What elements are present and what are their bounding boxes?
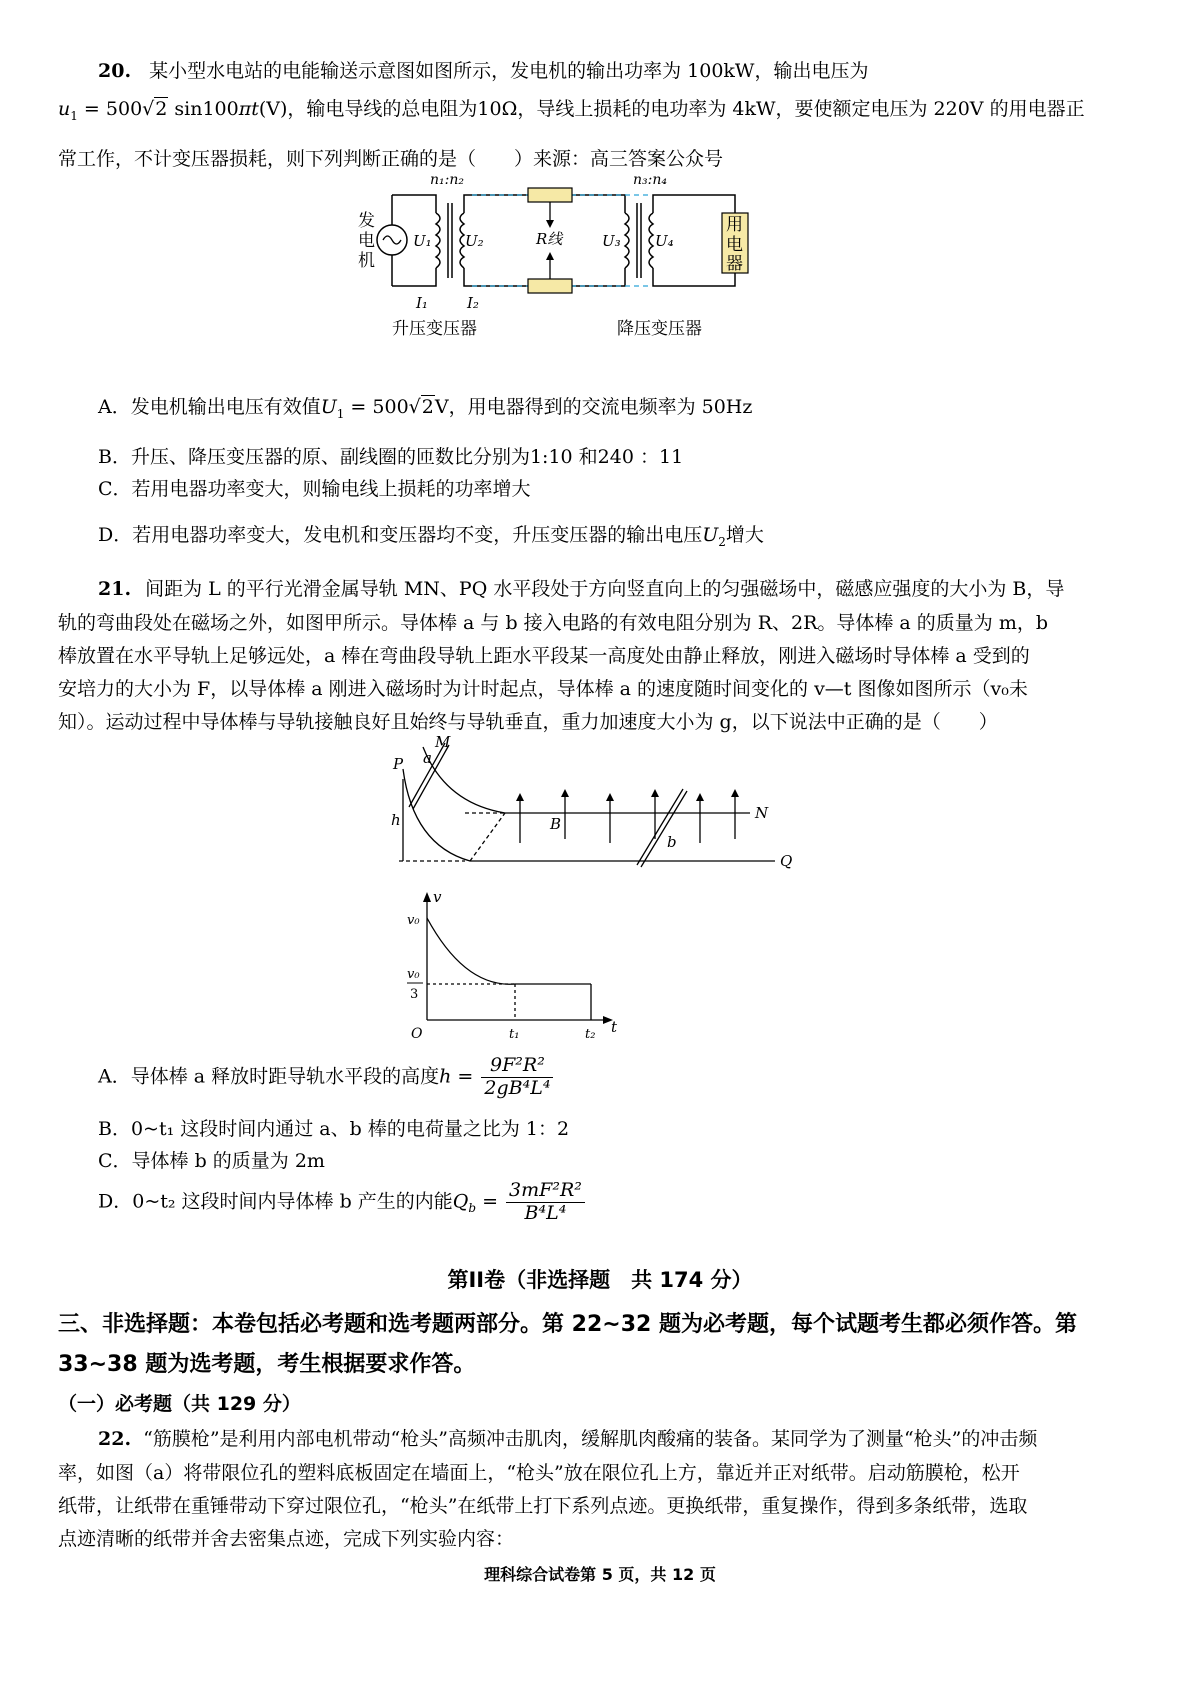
q22-line3: 纸带，让纸带在重锤带动下穿过限位孔，“枪头”在纸带上打下系列点迹。更换纸带，重复操作，得到多条纸带，选取 [58,1495,1028,1517]
label-U1: U₁ [413,232,432,250]
formula-sqrt: 2 [155,98,168,120]
label-I1: I₁ [416,294,428,312]
page-footer: 理科综合试卷第 5 页，共 12 页 [484,1565,716,1584]
q21-opt-a-text: A．导体棒 a 释放时距导轨水平段的高度 [98,1065,440,1088]
q21-opt-d-Q: Q [452,1190,469,1213]
section2-heading-2: 33~38 题为选考题，考生根据要求作答。 [58,1352,476,1377]
appliance-label-1: 用 [726,215,743,235]
label-a: a [423,749,432,767]
q21-option-a[interactable]: A．导体棒 a 释放时距导轨水平段的高度h = $\frac{\text{9F²R²}}{\text{2gB⁴L⁴}}$ [98,1055,555,1100]
q21-option-c[interactable]: C．导体棒 b 的质量为 2m [98,1150,325,1172]
q21-line2: 轨的弯曲段处在磁场之外，如图甲所示。导体棒 a 与 b 接入电路的有效电阻分别为 R、2R。导体棒 a 的质量为 m，b [58,612,1049,634]
formula-pit: πt [238,98,259,120]
q21-line5: 知）。运动过程中导体棒与导轨接触良好且始终与导轨垂直，重力加速度大小为 g，以下说法中正确的是（ ） [58,711,998,733]
label-b: b [667,833,677,851]
opt-a-rest: V，用电器得到的交流电频率为 50Hz [434,396,753,418]
q21-option-d[interactable]: D．0~t₂ 这段时间内导体棒 b 产生的内能$Q_b$ = $\frac{\text{3mF²R²}}{\text{B⁴L⁴}}$ [98,1180,587,1225]
opt-a-eq: = 500 [344,396,409,418]
label-U4: U₄ [655,232,674,250]
q21-option-b[interactable]: B．0~t₁ 这段时间内通过 a、b 棒的电荷量之比为 1：2 [98,1118,570,1140]
q20-option-b[interactable]: B．升压、降压变压器的原、副线圈的匝数比分别为1:10 和240 ：11 [98,446,684,468]
q21-opt-a-den: 2gB⁴L⁴ [484,1076,551,1099]
q21-line1 [98,578,1064,601]
gen-label-1: 发 [358,211,375,231]
q20-number: 20. [98,60,132,82]
opt-d-rest: 增大 [725,524,764,546]
label-N: N [755,804,769,822]
ratio-n1-n2: n₁:n₂ [430,172,464,188]
label-Q: Q [780,852,793,870]
q21-opt-d-text: D．0~t₂ 这段时间内导体棒 b 产生的内能 [98,1190,453,1213]
opt-d-U: U [702,524,719,546]
opt-d-text: D．若用电器功率变大，发电机和变压器均不变，升压变压器的输出电压 [98,524,703,546]
formula-unit: (V) [258,98,288,120]
q21-opt-a-num: 9F²R² [481,1055,553,1078]
q20-line3: 常工作，不计变压器损耗，则下列判断正确的是（ ）来源：高三答案公众号 [58,148,724,170]
step-up-label: 升压变压器 [392,319,477,339]
opt-a-sqrt: 2 [421,396,434,418]
appliance-label-2: 电 [726,235,743,255]
gen-label-3: 机 [358,251,375,271]
q21-line4: 安培力的大小为 F，以导体棒 a 刚进入磁场时为计时起点，导体棒 a 的速度随时间变化的 v—t 图像如图所示（v₀未 [58,678,1028,700]
tick-v0: v₀ [407,913,420,928]
tick-t1: t₁ [509,1027,520,1042]
label-P: P [393,755,404,773]
q22-line1 [98,1428,1037,1451]
label-h: h [391,811,401,829]
q21-figure-vt-graph [405,888,645,1048]
label-M: M [435,733,451,751]
formula-sin: sin100 [168,98,239,120]
label-B: B [550,815,562,833]
q20-option-c[interactable]: C．若用电器功率变大，则输电线上损耗的功率增大 [98,478,531,500]
section2-heading-1: 三、非选择题：本卷包括必考题和选考题两部分。第 22~32 题为必考题，每个试题考生都必须作答。第 [58,1312,1077,1337]
q21-number: 21. [98,578,132,600]
formula-u: u [58,98,71,120]
tick-v0-over-3-num: v₀ [407,967,420,982]
tick-t2: t₂ [585,1027,596,1042]
axis-v: v [433,888,442,906]
appliance-label-3: 器 [726,254,743,274]
formula-eq: = 500 [77,98,143,120]
q20-text-2: ，输电导线的总电阻为10Ω，导线上损耗的电功率为 4kW，要使额定电压为 220V 的用电器正 [287,98,1085,120]
q21-text-1: 间距为 L 的平行光滑金属导轨 MN、PQ 水平段处于方向竖直向上的匀强磁场中，磁感应强度的大小为 B，导 [145,578,1065,600]
step-down-label: 降压变压器 [617,319,702,339]
label-R: R线 [536,230,563,248]
ratio-n3-n4: n₃:n₄ [633,172,667,188]
q20-line2: $u_1 = 500√2$ sin100πt(V)，输电导线的总电阻为10Ω，导线上损耗的电功率为 4kW，要使额定电压为 220V 的用电器正 [58,98,1085,123]
q20-figure-transmission [350,168,820,368]
label-I2: I₂ [467,294,479,312]
section2-title: 第II卷（非选择题 共 174 分） [447,1268,753,1292]
q22-text-1: “筋膜枪”是利用内部电机带动“枪头”高频冲击肌肉，缓解肌肉酸痛的装备。某同学为了测量“枪头”的冲击频 [143,1428,1038,1450]
q21-opt-d-num: 3mF²R² [506,1180,585,1203]
section2-sub: （一）必考题（共 129 分） [58,1393,301,1415]
opt-a-U: U [320,396,337,418]
q20-text-1: 某小型水电站的电能输送示意图如图所示，发电机的输出功率为 100kW，输出电压为 [149,60,869,82]
gen-label-2: 电 [358,231,375,251]
axis-t: t [611,1018,618,1036]
label-U2: U₂ [465,232,484,250]
origin-O: O [411,1026,423,1042]
q22-number: 22. [98,1428,132,1450]
q22-line2: 率，如图（a）将带限位孔的塑料底板固定在墙面上，“枪头”放在限位孔上方，靠近并正对纸带。启动筋膜枪，松开 [58,1462,1020,1484]
tick-v0-over-3-den: 3 [410,987,419,1002]
q22-line4: 点迹清晰的纸带并舍去密集点迹，完成下列实验内容： [58,1528,515,1550]
q21-figure-rails [391,733,825,885]
label-U3: U₃ [602,232,621,250]
q20-option-d[interactable]: D．若用电器功率变大，发电机和变压器均不变，升压变压器的输出电压$U_2$增大 [98,524,764,549]
q21-opt-a-h: h [439,1065,452,1088]
q21-line3: 棒放置在水平导轨上足够远处，a 棒在弯曲段导轨上距水平段某一高度处由静止释放，刚进入磁场时导体棒 a 受到的 [58,645,1030,667]
q21-opt-d-den: B⁴L⁴ [524,1201,567,1224]
q20-line1 [98,60,868,83]
opt-a-text: A．发电机输出电压有效值 [98,396,321,418]
q20-option-a[interactable]: A．发电机输出电压有效值$U_1 = 500√2V$，用电器得到的交流电频率为 50Hz [98,396,753,421]
